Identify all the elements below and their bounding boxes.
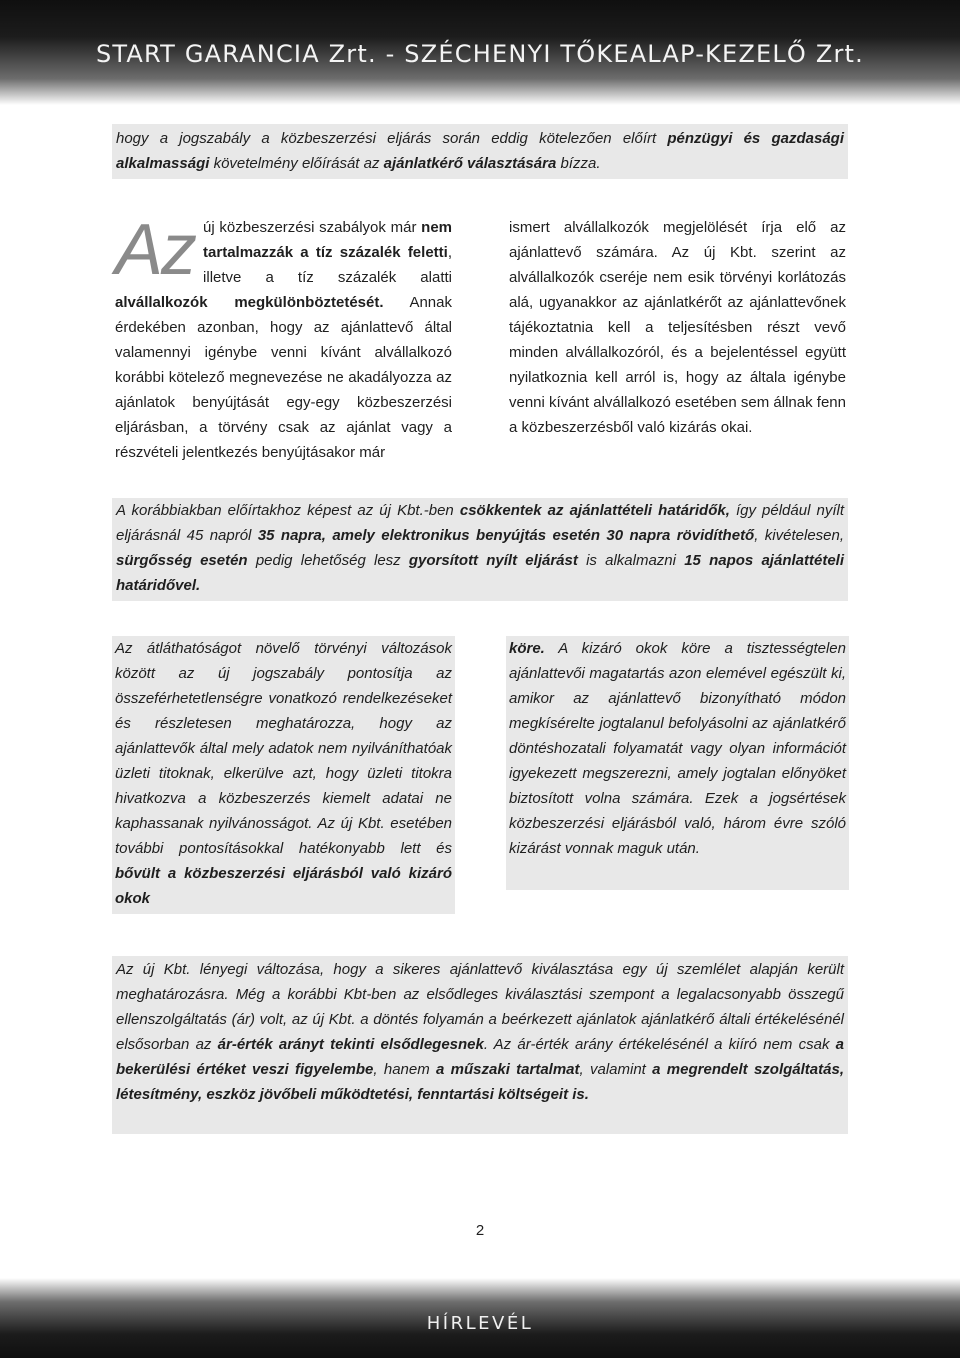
dropcap: Az — [115, 210, 196, 290]
header-title: START GARANCIA Zrt. - SZÉCHENYI TŐKEALAP-KEZELŐ Zrt. — [96, 40, 864, 68]
column-left: Az új közbeszerzési szabályok már nem tartalmazzák a tíz százalék feletti, illetve a tíz százalék alatti alvállalkozók megkülönböztetését. Annak érdekében azonban, hogy az ajánlattevő által valamennyi igénybe venni kívánt alvállalkozó korábbi kötelező megnevezése ne akadályozza az ajánlatok benyújtását egy-egy közbeszerzési eljárásban, a törvény csak az ajánlat vagy a részvételi jelentkezés benyújtásakor már — [115, 210, 452, 461]
callout-box-3: Az átláthatóságot növelő törvényi változások között az új jogszabály pontosítja az összeférhetetlenségre vonatkozó rendelkezéseket és részletesen meghatározza, hogy az ajánlattevők által mely adatok nem nyilváníthatóak üzleti titoknak, elkerülve azt, hogy üzleti titokra hivatkozva a közbeszerzés kiemelt adatai ne kaphassanak nyilvánosságot. Az új Kbt. esetében további pontosításokkal hatékonyabb lett és bővült a közbeszerzési eljárásból való kizáró okok — [112, 636, 455, 914]
callout-box-4: köre. A kizáró okok köre a tisztességtelen ajánlattevői magatartás azon elemével egészült ki, amikor az ajánlattevő bizonyítható módon megkísérelte jogtalanul befolyásolni az ajánlatkérő döntéshozatali folyamatát vagy olyan információt igyekezett megszerezni, amely jogtalan előnyöket biztosított volna számára. Ezek a jogsértések közbeszerzési eljárásból való, három évre szóló kizárást vonnak maguk után. — [506, 636, 849, 890]
page-number: 2 — [475, 1222, 485, 1239]
callout-box-1: hogy a jogszabály a közbeszerzési eljárás során eddig kötelezően előírt pénzügyi és gazdasági alkalmassági követelmény előírását az ajánlatkérő választására bízza. — [112, 124, 848, 179]
callout-box-5: Az új Kbt. lényegi változása, hogy a sikeres ajánlattevő kiválasztása egy új szemlélet alapján került meghatározásra. Még a korábbi Kbt-ben az elsődleges kiválasztási szempont a legalacsonyabb összegű ellenszolgáltatás (ár) volt, az új Kbt. a döntés folyamán a beérkezett ajánlatok ajánlatkérő általi értékelésénél elsősorban az ár-érték arányt tekinti elsődlegesnek. Az ár-érték arány értékelésénél a kiíró nem csak a bekerülési értéket veszi figyelembe, hanem a műszaki tartalmat, valamint a megrendelt szolgáltatás, létesítmény, eszköz jövőbeli működtetési, fenntartási költségeit is. — [112, 956, 848, 1134]
column-right: ismert alvállalkozók megjelölését írja elő az ajánlattevő számára. Az új Kbt. szerint az alvállalkozók cseréje nem esik törvényi korlátozás alá, ugyanakkor az ajánlatkérőt az ajánlattevőnek tájékoztatnia kell a teljesítésben részt vevő minden alvállalkozóról, és a bejelentéssel együtt nyilatkoznia kell arról is, hogy az általa igénybe venni kívánt alvállalkozó esetében sem állnak fenn a közbeszerzésből való kizárás okai. — [509, 219, 846, 436]
footer-title: HÍRLEVÉL — [426, 1313, 534, 1334]
callout-box-2: A korábbiakban előírtakhoz képest az új Kbt.-ben csökkentek az ajánlattételi határidők, így például nyílt eljárásnál 45 napról 35 napra, amely elektronikus benyújtás esetén 30 napra rövidíthető, kivételesen, sürgősség esetén pedig lehetőség lesz gyorsított nyílt eljárást is alkalmazni 15 napos ajánlattételi határidővel. — [112, 498, 848, 601]
